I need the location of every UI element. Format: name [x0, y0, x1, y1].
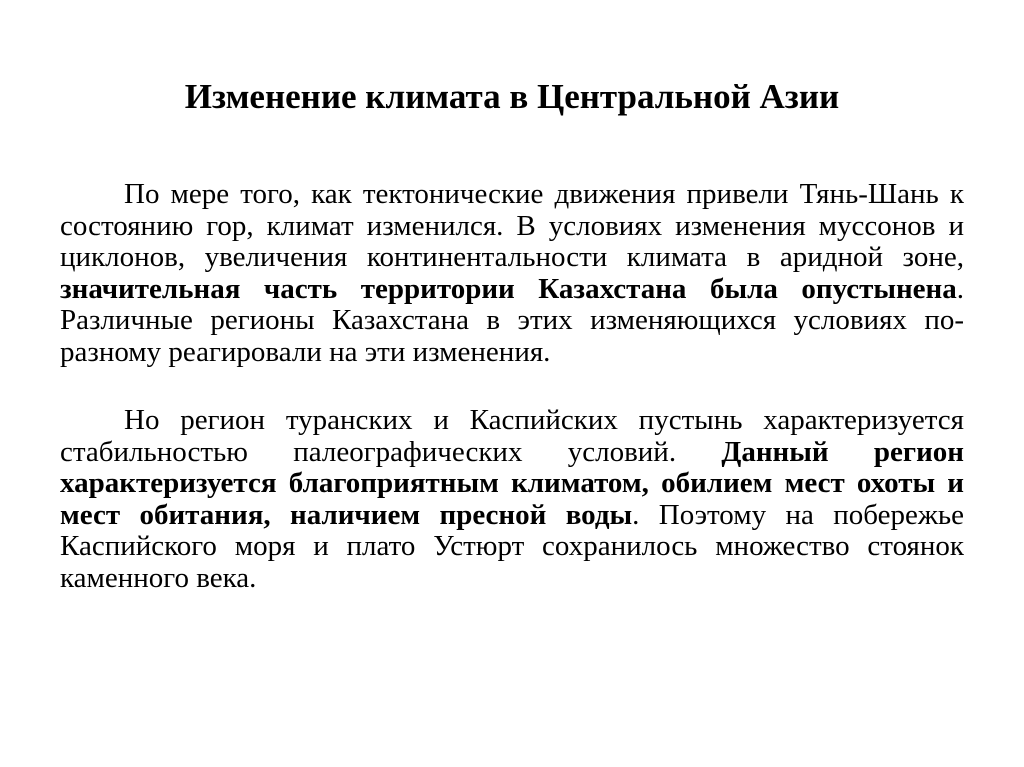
paragraph-2-bold-text: Данный регион характеризуется благоприятным климатом, обилием мест охоты и мест обитания, наличием пресной воды	[60, 435, 964, 531]
paragraph-1	[60, 179, 964, 368]
paragraph-1-text-end: . Различные регионы Казахстана в этих изменяющихся условиях по-разному реагировали на эти изменения.	[60, 272, 964, 368]
paragraph-1-bold-text: значительная часть территории Казахстана была опустынена	[60, 272, 957, 305]
paragraph-2-text-start: Но регион туранских и Каспийских пустынь характеризуется стабильностью палеографических условий.	[60, 404, 964, 468]
slide-title: Изменение климата в Центральной Азии	[184, 77, 840, 116]
paragraph-1-text-start: По мере того, как тектонические движения привели Тянь-Шань к состоянию гор, климат изменился. В условиях изменения муссонов и циклонов, увеличения континентальности климата в аридной зоне,	[60, 178, 964, 273]
paragraph-2	[60, 405, 964, 594]
paragraph-2-text-end: . Поэтому на побережье Каспийского моря и плато Устюрт сохранилось множество стоянок каменного века.	[60, 498, 964, 594]
